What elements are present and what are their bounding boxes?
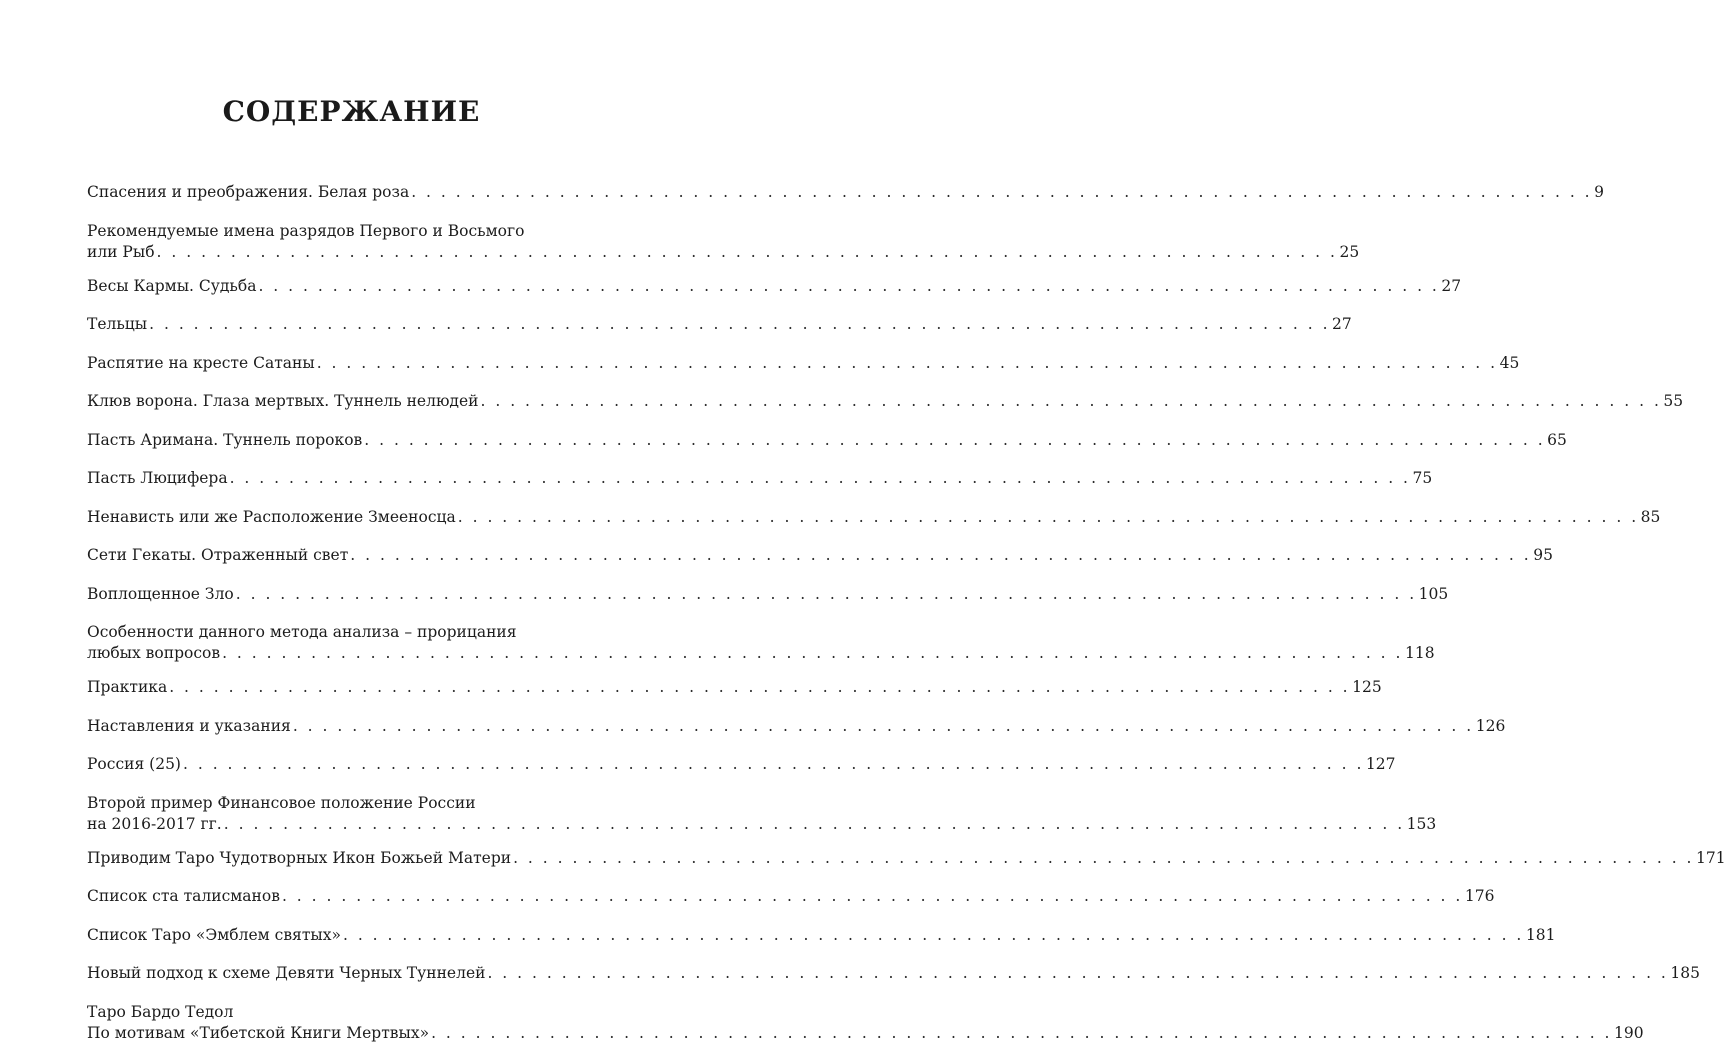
toc-entry-row	[87, 643, 1435, 664]
dot-leader: . . . . . . . . . . . . . . . . . . . . . . . . . . . . . . . . . . . . . . . . . . . . . . . . . . . . . . . . . . . . . . . . . . . . . . . . . . . . . . . .	[316, 353, 1498, 372]
dot-leader: . . . . . . . . . . . . . . . . . . . . . . . . . . . . . . . . . . . . . . . . . . . . . . . . . . . . . . . . . . . . . . . . . . . . . . . . . . . . . . . .	[480, 392, 1662, 410]
toc-entry	[87, 182, 1604, 203]
toc-entry-row	[87, 716, 1506, 737]
toc-entry-title: Список ста талисманов	[87, 887, 280, 905]
toc-entry-row	[87, 814, 1437, 835]
dot-leader: . . . . . . . . . . . . . . . . . . . . . . . . . . . . . . . . . . . . . . . . . . . . . . . . . . . . . . . . . . . . . . . . . . . . . . . . . . . . . . . .	[223, 814, 1405, 833]
toc-entry-row	[87, 276, 1462, 297]
toc-entry-title-line: Рекомендуемые имена разрядов Первого и Восьмого	[87, 221, 525, 240]
toc-entry	[87, 545, 1553, 566]
toc-entry	[87, 430, 1567, 451]
dot-leader: . . . . . . . . . . . . . . . . . . . . . . . . . . . . . . . . . . . . . . . . . . . . . . . . . . . . . . . . . . . . . . . . . . . . . . . . . . . . . . . .	[411, 183, 1593, 201]
toc-entry-title-line: Таро Бардо Тедол	[87, 1002, 234, 1021]
toc-entry-title: на 2016-2017 гг.	[87, 814, 222, 833]
toc-entry-title: Клюв ворона. Глаза мертвых. Туннель нелюдей	[87, 392, 479, 410]
toc-entry	[87, 468, 1433, 489]
toc-entry-title: Пасть Люцифера	[87, 469, 228, 487]
toc-entry-row	[87, 754, 1396, 775]
toc-page-number: 9	[1594, 183, 1604, 201]
toc-page-number: 55	[1663, 392, 1684, 410]
toc-entry-title: Тельцы	[87, 315, 148, 333]
toc-entry	[87, 314, 1352, 335]
toc-entry	[87, 963, 1700, 984]
toc-entry	[87, 677, 1382, 698]
toc-entry-row	[87, 1023, 1644, 1044]
toc-entry	[87, 353, 1520, 374]
dot-leader: . . . . . . . . . . . . . . . . . . . . . . . . . . . . . . . . . . . . . . . . . . . . . . . . . . . . . . . . . . . . . . . . . . . . . . . . . . . . . . . .	[222, 644, 1403, 662]
toc-entry	[87, 886, 1495, 907]
toc-entry-title: Приводим Таро Чудотворных Икон Божьей Матери	[87, 848, 512, 867]
toc-page-number: 27	[1332, 315, 1352, 333]
toc-entry-row	[87, 677, 1382, 698]
dot-leader: . . . . . . . . . . . . . . . . . . . . . . . . . . . . . . . . . . . . . . . . . . . . . . . . . . . . . . . . . . . . . . . . . . . . . . . . . . . . . . . .	[292, 716, 1474, 735]
page-title: СОДЕРЖАНИЕ	[222, 95, 481, 128]
toc-page-number: 127	[1365, 755, 1396, 773]
toc-entry-row	[87, 886, 1495, 907]
toc-page-number: 75	[1412, 469, 1433, 487]
toc-entry	[87, 622, 1435, 664]
toc-page-number: 185	[1670, 964, 1700, 982]
dot-leader: . . . . . . . . . . . . . . . . . . . . . . . . . . . . . . . . . . . . . . . . . . . . . . . . . . . . . . . . . . . . . . . . . . . . . . . . . . . . . . . .	[342, 925, 1524, 944]
toc-entry-title-line: Второй пример Финансовое положение России	[87, 793, 476, 812]
toc-entry	[87, 276, 1462, 297]
toc-entry-title: Новый подход к схеме Девяти Черных Туннелей	[87, 964, 486, 982]
toc-page-number: 176	[1464, 887, 1495, 905]
dot-leader: . . . . . . . . . . . . . . . . . . . . . . . . . . . . . . . . . . . . . . . . . . . . . . . . . . . . . . . . . . . . . . . . . . . . . . . . . . . . . . . .	[513, 848, 1694, 867]
toc-page-number: 126	[1475, 716, 1506, 735]
toc-page-number: 181	[1525, 925, 1556, 944]
toc-page-number: 171	[1695, 848, 1726, 867]
toc-entry-row	[87, 391, 1684, 412]
toc-entry-row	[87, 182, 1604, 203]
dot-leader: . . . . . . . . . . . . . . . . . . . . . . . . . . . . . . . . . . . . . . . . . . . . . . . . . . . . . . . . . . . . . . . . . . . . . . . . . . . . . . . .	[182, 755, 1364, 773]
toc-entry-row	[87, 468, 1433, 489]
toc-entry-title: Воплощенное Зло	[87, 584, 234, 603]
toc-entry	[87, 925, 1556, 946]
toc-page-number: 105	[1418, 584, 1449, 603]
toc-entry	[87, 716, 1506, 737]
toc-page-number: 118	[1404, 644, 1435, 662]
toc-page-number: 190	[1613, 1023, 1644, 1042]
toc-entry-title: Распятие на кресте Сатаны	[87, 353, 315, 372]
dot-leader: . . . . . . . . . . . . . . . . . . . . . . . . . . . . . . . . . . . . . . . . . . . . . . . . . . . . . . . . . . . . . . . . . . . . . . . . . . . . . . . .	[156, 242, 1338, 261]
toc-entry-row	[87, 545, 1553, 566]
toc-entry	[87, 507, 1661, 528]
toc-entry-title: По мотивам «Тибетской Книги Мертвых»	[87, 1023, 430, 1042]
toc-entry-row	[87, 242, 1360, 263]
dot-leader: . . . . . . . . . . . . . . . . . . . . . . . . . . . . . . . . . . . . . . . . . . . . . . . . . . . . . . . . . . . . . . . . . . . . . . . . . . . . . . . .	[235, 584, 1417, 603]
dot-leader: . . . . . . . . . . . . . . . . . . . . . . . . . . . . . . . . . . . . . . . . . . . . . . . . . . . . . . . . . . . . . . . . . . . . . . . . . . . . . . . .	[229, 469, 1411, 487]
toc-entry	[87, 584, 1449, 605]
toc-page-number: 27	[1441, 276, 1462, 295]
toc-page-number: 153	[1406, 814, 1437, 833]
toc-entry	[87, 1002, 1644, 1044]
toc-entry-row	[87, 353, 1520, 374]
dot-leader: . . . . . . . . . . . . . . . . . . . . . . . . . . . . . . . . . . . . . . . . . . . . . . . . . . . . . . . . . . . . . . . . . . . . . . . . . . . . . . . .	[258, 276, 1440, 295]
dot-leader: . . . . . . . . . . . . . . . . . . . . . . . . . . . . . . . . . . . . . . . . . . . . . . . . . . . . . . . . . . . . . . . . . . . . . . . . . . . . . . . .	[431, 1023, 1612, 1042]
toc-entry-row	[87, 314, 1352, 335]
toc-page-number: 95	[1533, 546, 1553, 564]
toc-entry-row	[87, 584, 1449, 605]
toc-entry-title: Практика	[87, 678, 168, 696]
toc-entry-title: Спасения и преображения. Белая роза	[87, 183, 410, 201]
toc-entry	[87, 848, 1726, 869]
toc-entry-row	[87, 848, 1726, 869]
dot-leader: . . . . . . . . . . . . . . . . . . . . . . . . . . . . . . . . . . . . . . . . . . . . . . . . . . . . . . . . . . . . . . . . . . . . . . . . . . . . . . . .	[169, 678, 1351, 696]
toc-entry-row	[87, 507, 1661, 528]
toc-entry-title: или Рыб	[87, 242, 155, 261]
toc-page-number: 45	[1499, 353, 1520, 372]
toc-entry-title: Список Таро «Эмблем святых»	[87, 925, 341, 944]
toc-entry-title: Сети Гекаты. Отраженный свет	[87, 546, 349, 564]
toc-entry-title: Весы Кармы. Судьба	[87, 276, 257, 295]
toc-entry	[87, 391, 1684, 412]
toc-entry-row	[87, 963, 1700, 984]
dot-leader: . . . . . . . . . . . . . . . . . . . . . . . . . . . . . . . . . . . . . . . . . . . . . . . . . . . . . . . . . . . . . . . . . . . . . . . . . . . . . . . .	[457, 507, 1639, 526]
toc-page-number: 65	[1547, 430, 1567, 449]
dot-leader: . . . . . . . . . . . . . . . . . . . . . . . . . . . . . . . . . . . . . . . . . . . . . . . . . . . . . . . . . . . . . . . . . . . . . . . . . . . . . . . .	[350, 546, 1532, 564]
table-of-contents	[87, 182, 1726, 1057]
toc-entry-title: Наставления и указания	[87, 716, 291, 735]
toc-entry-row	[87, 925, 1556, 946]
toc-entry	[87, 754, 1396, 775]
dot-leader: . . . . . . . . . . . . . . . . . . . . . . . . . . . . . . . . . . . . . . . . . . . . . . . . . . . . . . . . . . . . . . . . . . . . . . . . . . . . . . . .	[281, 887, 1463, 905]
toc-entry-title-line: Особенности данного метода анализа – прорицания	[87, 623, 517, 641]
dot-leader: . . . . . . . . . . . . . . . . . . . . . . . . . . . . . . . . . . . . . . . . . . . . . . . . . . . . . . . . . . . . . . . . . . . . . . . . . . . . . . . .	[149, 315, 1331, 333]
dot-leader: . . . . . . . . . . . . . . . . . . . . . . . . . . . . . . . . . . . . . . . . . . . . . . . . . . . . . . . . . . . . . . . . . . . . . . . . . . . . . . . .	[487, 964, 1669, 982]
toc-page-number: 25	[1339, 242, 1360, 261]
toc-entry-title: любых вопросов	[87, 644, 221, 662]
toc-entry-title: Пасть Аримана. Туннель пороков	[87, 430, 363, 449]
toc-page-number: 85	[1640, 507, 1661, 526]
toc-entry	[87, 221, 1360, 263]
toc-page-number: 125	[1352, 678, 1382, 696]
toc-entry-title: Ненависть или же Расположение Змееносца	[87, 507, 456, 526]
toc-entry-row	[87, 430, 1567, 451]
toc-entry-title: Россия (25)	[87, 755, 181, 773]
toc-entry	[87, 793, 1437, 835]
dot-leader: . . . . . . . . . . . . . . . . . . . . . . . . . . . . . . . . . . . . . . . . . . . . . . . . . . . . . . . . . . . . . . . . . . . . . . . . . . . . . . . .	[364, 430, 1546, 449]
